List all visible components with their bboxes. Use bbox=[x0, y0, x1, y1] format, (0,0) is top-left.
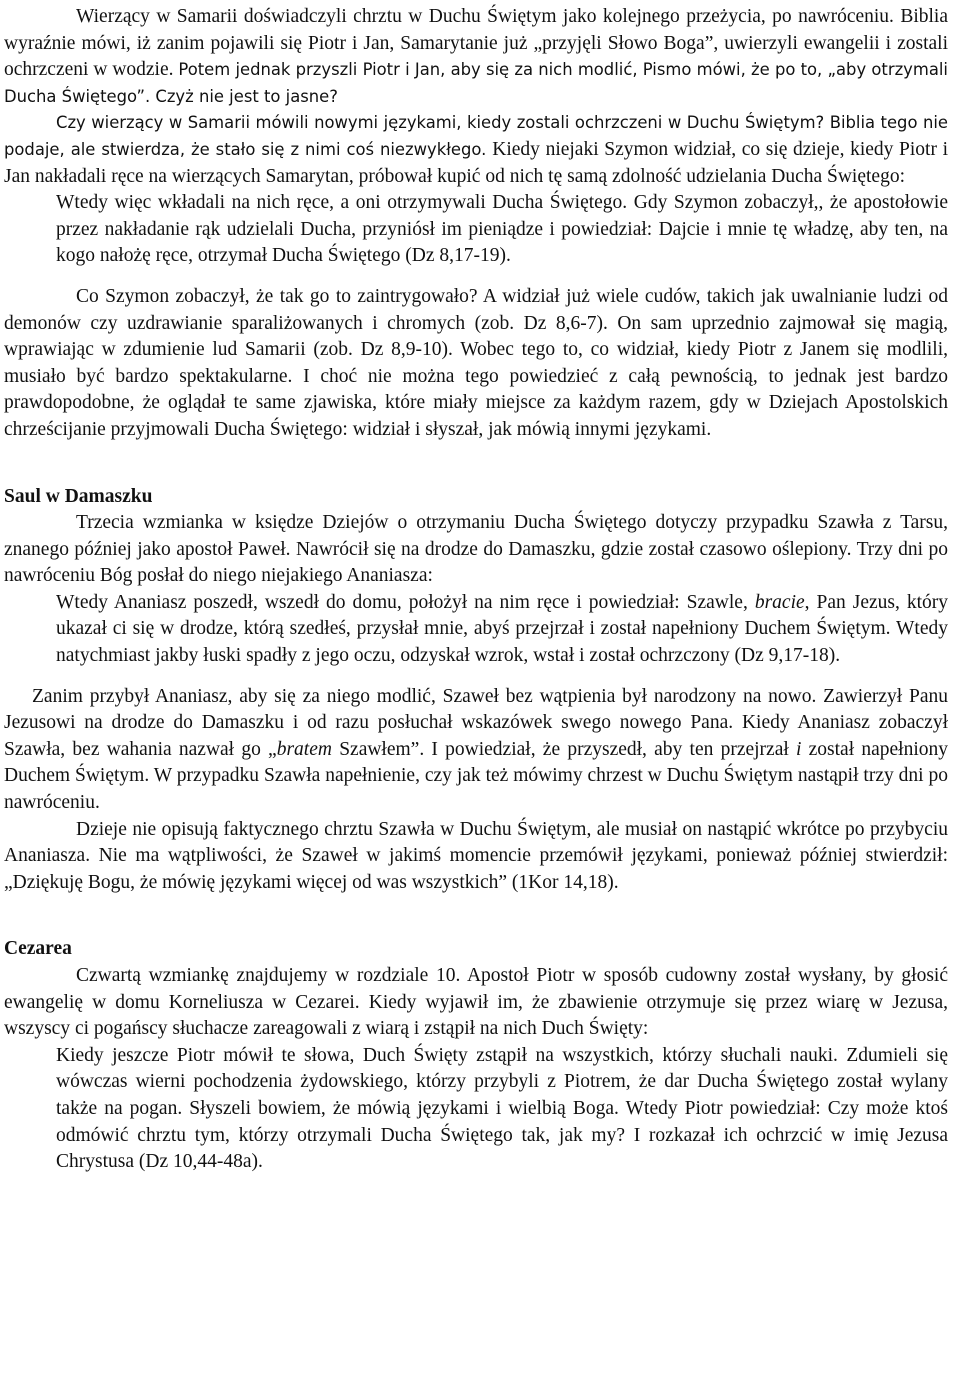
scripture-quote-dz10: Kiedy jeszcze Piotr mówił te słowa, Duch Święty zstąpił na wszystkich, którzy słuchali nauki. Zdumieli się wówczas wierni pochodzenia żydowskiego, którzy przybyli z Piotrem, że dar Ducha Świętego został wylany także na pogan. Słyszeli bowiem, że mówią językami i wielbią Boga. Wtedy Piotr powiedział: Czy może ktoś odmówić chrztu tym, którzy otrzymali Ducha Świętego tak, jak my? I rozkazał ich ochrzcić w imię Jezusa Chrystusa (Dz 10,44-48a). bbox=[56, 1044, 948, 1173]
paragraph-text-sans: Potem jednak przyszli Piotr i Jan, aby się za nich modlić, Pismo mówi, że po to, „aby otrzymali Ducha Świętego”. Czyż nie jest to jasne? bbox=[4, 60, 948, 106]
quote-emphasis: bracie bbox=[754, 591, 805, 613]
paragraph-text: Szawłem”. I powiedział, że przyszedł, aby ten przejrzał bbox=[331, 738, 796, 760]
paragraph-saul-2 bbox=[4, 684, 948, 817]
paragraph-text-sans: Czy wierzący w Samarii mówili nowymi językami, kiedy zostali ochrzczeni w Duchu Świętym? Biblia tego nie podaje, ale stwierdza, że stało się z nimi coś niezwykłego. bbox=[4, 113, 948, 159]
quote-text: , Pan Jezus, który ukazał ci się w drodze, którą szedłeś, przysłał mnie, abyś przejrzał i został napełniony Duchem Świętym. Wtedy natychmiast jakby łuski spadły z jego oczu, odzyskał wzrok, wstał i został ochrzczony (Dz 9,17-18). bbox=[56, 591, 948, 667]
paragraph-saul-1: Trzecia wzmianka w księdze Dziejów o otrzymaniu Ducha Świętego dotyczy przypadku Szawła z Tarsu, znanego później jako apostoł Paweł. Nawrócił się na drodze do Damaszku, gdzie został czasowo oślepiony. Trzy dni po nawróceniu Bóg posłał do niego niejakiego Ananiasza: bbox=[4, 512, 948, 587]
paragraph-saul-3: Dzieje nie opisują faktycznego chrztu Szawła w Duchu Świętym, ale musiał on nastąpić wkrótce po przybyciu Ananiasza. Nie ma wątpliwości, że Szaweł w jakimś momencie przemówił językami, ponieważ później stwierdził: „Dziękuję Bogu, że mówię językami więcej od was wszystkich” (1Kor 14,18). bbox=[4, 818, 948, 893]
paragraph-cezarea-1: Czwartą wzmiankę znajdujemy w rozdziale 10. Apostoł Piotr w sposób cudowny został wysłany, by głosić ewangelię w domu Korneliusza w Cezarei. Kiedy wyjawił im, że zbawienie otrzymuje się przez wiarę w Jezusa, wszyscy ci pogańscy słuchacze zareagowali z wiarą i zstąpił na nich Duch Święty: bbox=[4, 965, 948, 1040]
quote-text: Wtedy Ananiasz poszedł, wszedł do domu, położył na nim ręce i powiedział: Szawle, bbox=[56, 591, 755, 613]
paragraph-samaria-1 bbox=[4, 4, 948, 110]
paragraph-emphasis: bratem bbox=[276, 738, 332, 760]
section-heading-cezarea: Cezarea bbox=[4, 938, 72, 960]
paragraph-text: został napełniony Duchem Świętym. W przypadku Szawła napełnienie, czy jak też mówimy chrzest w Duchu Świętym nastąpił trzy dni po nawróceniu. bbox=[4, 738, 949, 814]
section-heading-saul: Saul w Damaszku bbox=[4, 485, 153, 507]
spacer bbox=[4, 896, 948, 936]
paragraph-text: Zanim przybył Ananiasz, aby się za niego modlić, Szaweł bez wątpienia był narodzony na nowo. Zawierzył Panu Jezusowi na drodze do Damaszku i od razu posłuchał wskazówek swego nowego Pana. Kiedy Ananiasz zobaczył Szawła, bez wahania nazwał go „ bbox=[4, 685, 948, 760]
paragraph-samaria-3: Co Szymon zobaczył, że tak go to zaintrygowało? A widział już wiele cudów, takich jak uwalnianie ludzi od demonów czy uzdrawianie sparaliżowanych i chromych (zob. Dz 8,6-7). On sam uprzednio zajmował się magią, wprawiając w zdumienie lud Samarii (zob. Dz 8,9-10). Wobec tego to, co widział, kiedy Piotr z Janem się modlili, musiało być bardzo spektakularne. I choć nie można tego powiedzieć z całą pewnością, to jednak jest bardzo prawdopodobne, że oglądał te same zjawiska, które miały miejsce za każdym razem, gdy w Dziejach Apostolskich chrześcijanie przyjmowali Ducha Świętego: widział i słyszał, jak mówią innymi językami. bbox=[4, 285, 948, 440]
paragraph-text: Wierzący w Samarii doświadczyli chrztu w Duchu Świętym jako kolejnego przeżycia, po nawróceniu. Biblia wyraźnie mówi, iż zanim pojawili się Piotr i Jan, Samarytanie już „przyjęli Słowo Boga”, uwierzyli ewangelii i zostali ochrzczeni w wodzie. bbox=[4, 6, 948, 81]
scripture-quote-dz8: Wtedy więc wkładali na nich ręce, a oni otrzymywali Ducha Świętego. Gdy Szymon zobaczył,, że apostołowie przez nakładanie rąk udzielali Ducha, przyniósł im pieniądze i powiedział: Dajcie i mnie tę władzę, aby ten, na kogo nałożę ręce, otrzymał Ducha Świętego (Dz 8,17-19). bbox=[56, 192, 948, 267]
spacer bbox=[4, 270, 948, 284]
paragraph-text: Kiedy niejaki Szymon widział, co się dzieje, kiedy Piotr i Jan nakładali ręce na wierzących Samarytan, próbował kupić od nich tę samą zdolność udzielania Ducha Świętego: bbox=[4, 138, 948, 187]
scripture-quote-dz9 bbox=[56, 590, 948, 670]
spacer bbox=[4, 670, 948, 684]
spacer bbox=[4, 444, 948, 484]
paragraph-samaria-2 bbox=[4, 110, 948, 190]
paragraph-emphasis: i bbox=[796, 738, 802, 760]
